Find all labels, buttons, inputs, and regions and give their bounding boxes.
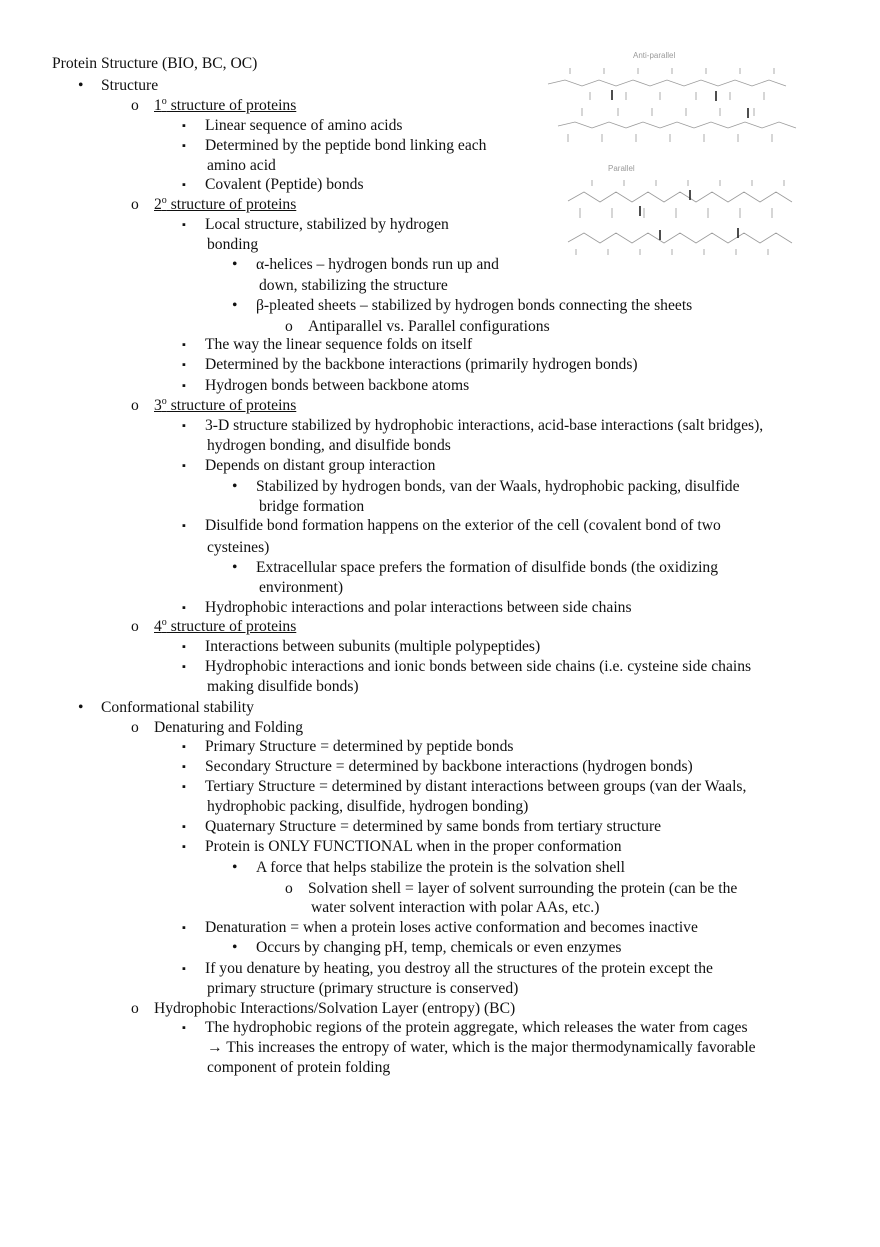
square-marker: ▪ xyxy=(182,339,186,351)
bullet-marker: • xyxy=(232,297,238,314)
square-marker: ▪ xyxy=(182,1022,186,1034)
list-item: Linear sequence of amino acids xyxy=(205,117,403,134)
list-item-continued: bonding xyxy=(207,236,259,253)
o-marker: o xyxy=(131,719,139,736)
secondary-structure-heading: 2$^o$ structure of proteins xyxy=(154,194,297,213)
list-item: Local structure, stabilized by hydrogen xyxy=(205,216,449,233)
denaturing-heading: Denaturing and Folding xyxy=(154,719,303,736)
list-item: Protein is ONLY FUNCTIONAL when in the proper conformation xyxy=(205,838,622,855)
list-item: The hydrophobic regions of the protein aggregate, which releases the water from cages xyxy=(205,1019,748,1036)
list-item: β-pleated sheets – stabilized by hydrogen bonds connecting the sheets xyxy=(256,297,693,314)
square-marker: ▪ xyxy=(182,741,186,753)
antiparallel-hbond-marks xyxy=(612,90,748,118)
square-marker: ▪ xyxy=(182,460,186,472)
bullet-marker: • xyxy=(232,559,238,576)
list-item-continued: cysteines) xyxy=(207,539,270,556)
list-item: Solvation shell = layer of solvent surrounding the protein (can be the xyxy=(308,880,738,897)
square-marker: ▪ xyxy=(182,359,186,371)
list-item-continued: environment) xyxy=(259,579,344,596)
square-marker: ▪ xyxy=(182,641,186,653)
beta-sheet-figure xyxy=(540,46,840,261)
o-marker: o xyxy=(131,1000,139,1017)
square-marker: ▪ xyxy=(182,821,186,833)
list-item-continued: hydrophobic packing, disulfide, hydrogen bonding) xyxy=(207,798,529,815)
bullet-marker: • xyxy=(232,256,238,273)
square-marker: ▪ xyxy=(182,602,186,614)
list-item-continued: water solvent interaction with polar AAs, etc.) xyxy=(311,899,600,916)
section-heading-stability: Conformational stability xyxy=(101,699,254,716)
square-marker: ▪ xyxy=(182,661,186,673)
square-marker: ▪ xyxy=(182,219,186,231)
square-marker: ▪ xyxy=(182,841,186,853)
list-item: Secondary Structure = determined by backbone interactions (hydrogen bonds) xyxy=(205,758,693,775)
parallel-strands-graphic xyxy=(568,180,792,255)
square-marker: ▪ xyxy=(182,140,186,152)
list-item: Extracellular space prefers the formation of disulfide bonds (the oxidizing xyxy=(256,559,719,576)
list-item: If you denature by heating, you destroy all the structures of the protein except the xyxy=(205,960,713,977)
figure-label-antiparallel: Anti-parallel xyxy=(633,51,676,60)
list-item: Tertiary Structure = determined by distant interactions between groups (van der Waals, xyxy=(205,778,747,795)
list-item: Determined by the peptide bond linking each xyxy=(205,137,487,154)
list-item: A force that helps stabilize the protein is the solvation shell xyxy=(256,859,625,876)
o-marker: o xyxy=(131,196,139,213)
square-marker: ▪ xyxy=(182,963,186,975)
bullet-marker: • xyxy=(78,699,84,716)
list-item: Stabilized by hydrogen bonds, van der Waals, hydrophobic packing, disulfide xyxy=(256,478,740,495)
square-marker: ▪ xyxy=(182,922,186,934)
list-item: Hydrophobic interactions and polar interactions between side chains xyxy=(205,599,632,616)
square-marker: ▪ xyxy=(182,761,186,773)
square-marker: ▪ xyxy=(182,179,186,191)
list-item: Primary Structure = determined by peptide bonds xyxy=(205,738,514,755)
list-item-continued: component of protein folding xyxy=(207,1059,391,1076)
list-item: 3-D structure stabilized by hydrophobic interactions, acid-base interactions (salt bridges), xyxy=(205,417,764,434)
page-title: Protein Structure (BIO, BC, OC) xyxy=(52,55,258,72)
list-item: Antiparallel vs. Parallel configurations xyxy=(308,318,550,335)
bullet-marker: • xyxy=(232,859,238,876)
list-item-continued: bridge formation xyxy=(259,498,365,515)
list-item: Covalent (Peptide) bonds xyxy=(205,176,364,193)
list-item: Hydrophobic interactions and ionic bonds between side chains (i.e. cysteine side chains xyxy=(205,658,752,675)
list-item: Hydrogen bonds between backbone atoms xyxy=(205,377,470,394)
square-marker: ▪ xyxy=(182,120,186,132)
list-item-continued: making disulfide bonds) xyxy=(207,678,359,695)
antiparallel-strands-graphic xyxy=(548,68,796,142)
square-marker: ▪ xyxy=(182,420,186,432)
list-item: Depends on distant group interaction xyxy=(205,457,436,474)
bullet-marker: • xyxy=(232,939,238,956)
list-item: Determined by the backbone interactions (primarily hydrogen bonds) xyxy=(205,356,638,373)
bullet-marker: • xyxy=(78,77,84,94)
list-item: Occurs by changing pH, temp, chemicals or even enzymes xyxy=(256,939,622,956)
square-marker: ▪ xyxy=(182,380,186,392)
quaternary-structure-heading: 4$^o$ structure of proteins xyxy=(154,616,297,635)
hydrophobic-heading: Hydrophobic Interactions/Solvation Layer (entropy) (BC) xyxy=(154,1000,516,1017)
o-marker: o xyxy=(131,97,139,114)
list-item-continued: hydrogen bonding, and disulfide bonds xyxy=(207,437,451,454)
list-item: α-helices – hydrogen bonds run up and xyxy=(256,256,499,273)
bullet-marker: • xyxy=(232,478,238,495)
o-marker: o xyxy=(131,397,139,414)
list-item: Disulfide bond formation happens on the exterior of the cell (covalent bond of two xyxy=(205,517,721,534)
square-marker: ▪ xyxy=(182,520,186,532)
primary-structure-heading: 1$^o$ structure of proteins xyxy=(154,95,297,114)
list-item: The way the linear sequence folds on itself xyxy=(205,336,473,353)
o-marker: o xyxy=(285,318,293,335)
list-item: Interactions between subunits (multiple polypeptides) xyxy=(205,638,541,655)
list-item-continued: amino acid xyxy=(207,157,276,174)
o-marker: o xyxy=(131,618,139,635)
list-item-continued: → This increases the entropy of water, which is the major thermodynamically favorable xyxy=(207,1039,756,1056)
list-item: Denaturation = when a protein loses active conformation and becomes inactive xyxy=(205,919,698,936)
square-marker: ▪ xyxy=(182,781,186,793)
list-item-continued: primary structure (primary structure is conserved) xyxy=(207,980,519,997)
list-item: Quaternary Structure = determined by same bonds from tertiary structure xyxy=(205,818,662,835)
o-marker: o xyxy=(285,880,293,897)
figure-label-parallel: Parallel xyxy=(608,164,635,173)
list-item-continued: down, stabilizing the structure xyxy=(259,277,448,294)
section-heading-structure: Structure xyxy=(101,77,159,94)
tertiary-structure-heading: 3$^o$ structure of proteins xyxy=(154,395,297,414)
